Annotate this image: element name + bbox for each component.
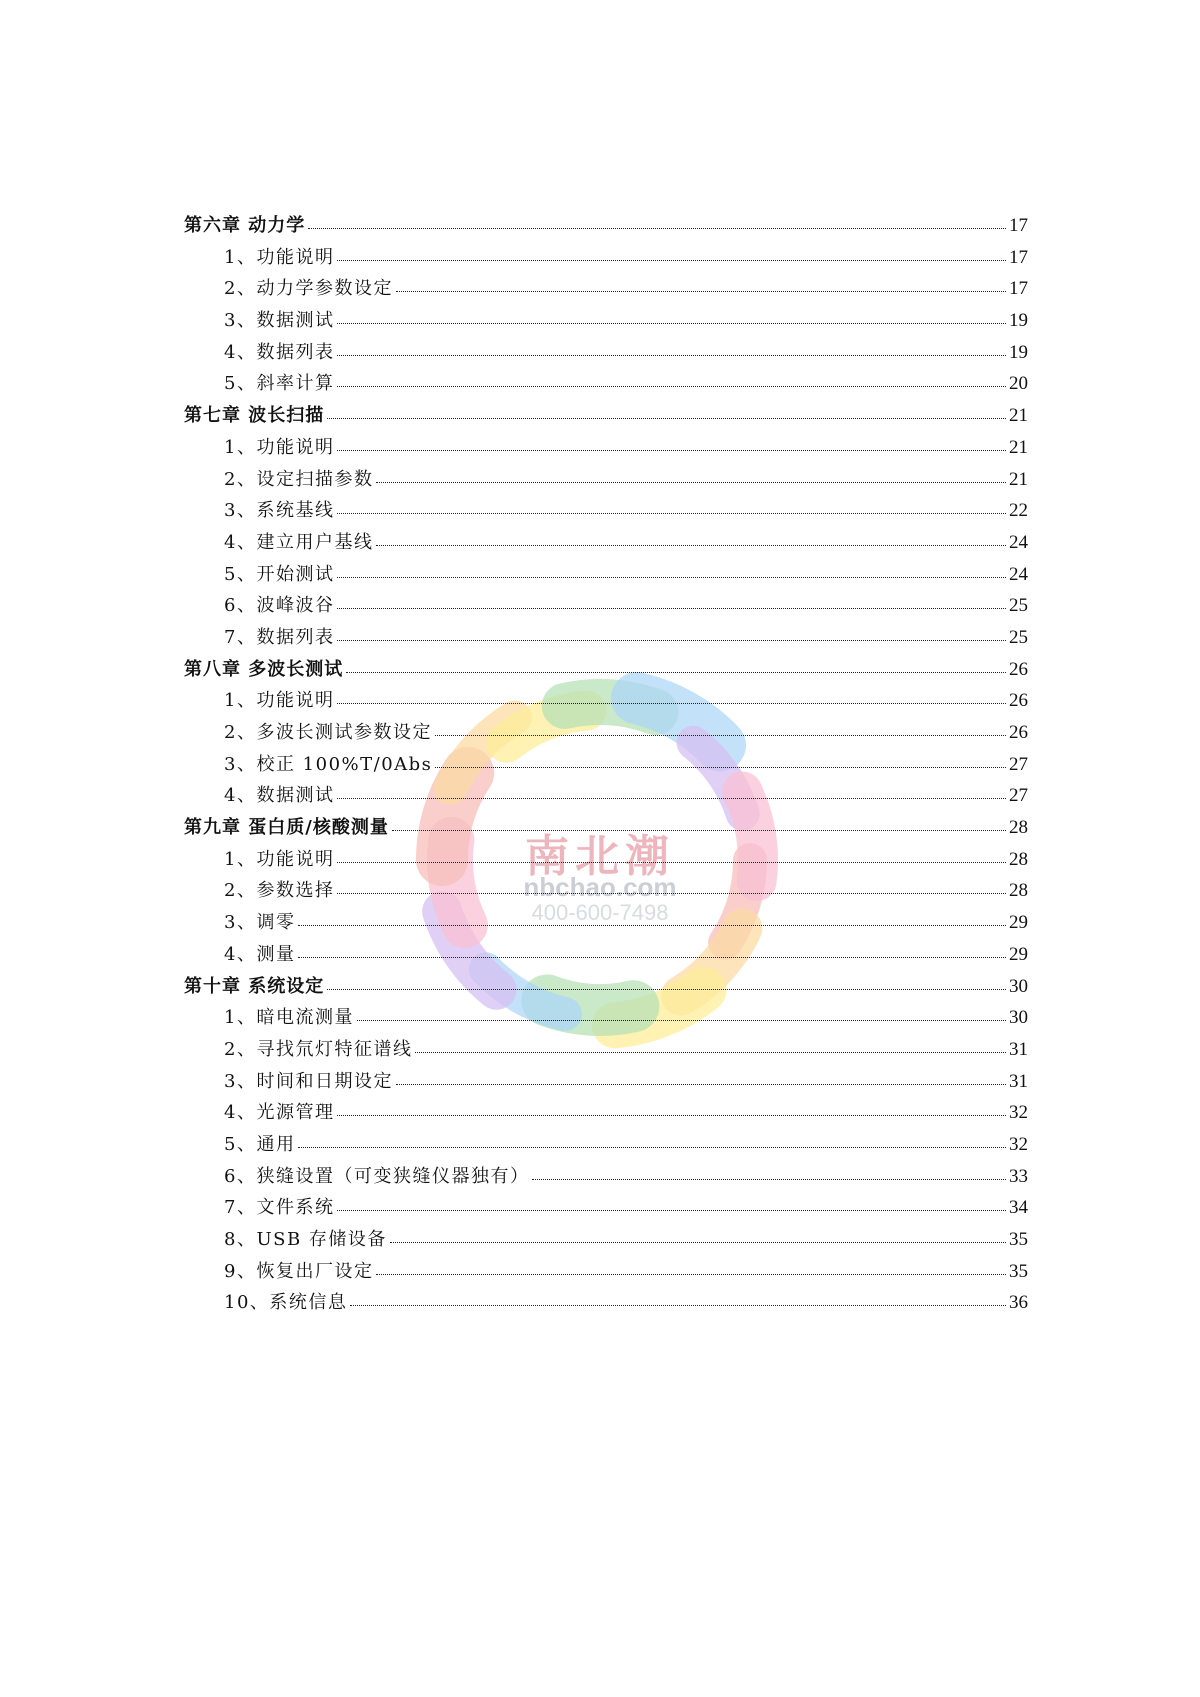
toc-entry-label: 9、恢复出厂设定 (224, 1260, 374, 1282)
toc-dot-leader (396, 290, 1006, 292)
toc-page-number: 31 (1009, 1070, 1028, 1092)
toc-page-number: 33 (1009, 1165, 1028, 1187)
toc-section-entry[interactable] (184, 527, 1028, 559)
toc-page-number: 31 (1009, 1038, 1028, 1060)
toc-page-number: 32 (1009, 1102, 1028, 1124)
toc-entry-label: 2、设定扫描参数 (224, 468, 374, 490)
toc-entry-label: 第六章 动力学 (184, 215, 306, 236)
toc-dot-leader (392, 829, 1006, 831)
toc-section-entry[interactable] (184, 1034, 1028, 1066)
toc-dot-leader (337, 861, 1006, 863)
toc-page-number: 24 (1009, 531, 1028, 553)
toc-entry-label: 4、数据测试 (224, 785, 335, 807)
toc-page-number: 28 (1009, 817, 1028, 839)
toc-entry-label: 8、USB 存储设备 (224, 1229, 387, 1250)
toc-entry-label: 1、功能说明 (224, 436, 335, 458)
toc-entry-label: 3、调零 (224, 912, 296, 934)
toc-dot-leader (337, 1114, 1006, 1116)
toc-entry-label: 2、参数选择 (224, 880, 335, 902)
toc-section-entry[interactable] (184, 1256, 1028, 1288)
toc-chapter-entry[interactable] (184, 812, 1028, 844)
toc-dot-leader (337, 1209, 1006, 1211)
toc-entry-label: 3、数据测试 (224, 310, 335, 332)
toc-section-entry[interactable] (184, 685, 1028, 717)
toc-chapter-entry[interactable] (184, 210, 1028, 242)
toc-dot-leader (337, 259, 1006, 261)
toc-entry-label: 5、通用 (224, 1133, 296, 1155)
toc-dot-leader (337, 322, 1006, 324)
toc-dot-leader (337, 385, 1006, 387)
toc-entry-label: 5、斜率计算 (224, 373, 335, 395)
toc-section-entry[interactable] (184, 1224, 1028, 1256)
toc-chapter-entry[interactable] (184, 654, 1028, 686)
toc-dot-leader (337, 449, 1006, 451)
toc-dot-leader (298, 1146, 1006, 1148)
toc-section-entry[interactable] (184, 273, 1028, 305)
toc-page-number: 25 (1009, 595, 1028, 617)
toc-dot-leader (376, 544, 1006, 546)
toc-page-number: 21 (1009, 468, 1028, 490)
toc-dot-leader (308, 227, 1006, 229)
toc-dot-leader (396, 1083, 1006, 1085)
toc-entry-label: 4、测量 (224, 943, 296, 965)
toc-dot-leader (376, 481, 1006, 483)
toc-dot-leader (376, 1273, 1006, 1275)
toc-entry-label: 1、功能说明 (224, 848, 335, 870)
toc-entry-label: 2、寻找氘灯特征谱线 (224, 1038, 413, 1060)
toc-section-entry[interactable] (184, 907, 1028, 939)
toc-page-number: 29 (1009, 943, 1028, 965)
toc-section-entry[interactable] (184, 1287, 1028, 1319)
toc-section-entry[interactable] (184, 844, 1028, 876)
toc-entry-label: 4、光源管理 (224, 1102, 335, 1124)
toc-section-entry[interactable] (184, 939, 1028, 971)
toc-page-number: 35 (1009, 1260, 1028, 1282)
toc-entry-label: 6、波峰波谷 (224, 595, 335, 617)
toc-dot-leader (415, 1051, 1006, 1053)
toc-dot-leader (357, 1019, 1006, 1021)
toc-page-number: 35 (1009, 1229, 1028, 1250)
toc-entry-label: 1、功能说明 (224, 690, 335, 712)
toc-section-entry[interactable] (184, 242, 1028, 274)
toc-page-number: 17 (1009, 278, 1028, 300)
table-of-contents (184, 210, 1028, 1319)
toc-entry-label: 2、动力学参数设定 (224, 278, 393, 300)
toc-page-number: 28 (1009, 880, 1028, 902)
toc-page-number: 24 (1009, 563, 1028, 585)
toc-entry-label: 7、文件系统 (224, 1197, 335, 1219)
toc-section-entry[interactable] (184, 1161, 1028, 1193)
toc-dot-leader (435, 734, 1006, 736)
toc-dot-leader (346, 671, 1006, 673)
toc-section-entry[interactable] (184, 1097, 1028, 1129)
toc-section-entry[interactable] (184, 432, 1028, 464)
toc-section-entry[interactable] (184, 875, 1028, 907)
toc-dot-leader (337, 702, 1006, 704)
toc-dot-leader (327, 988, 1006, 990)
toc-section-entry[interactable] (184, 780, 1028, 812)
toc-section-entry[interactable] (184, 368, 1028, 400)
watermark-domain: nbchao.com (523, 872, 677, 902)
toc-dot-leader (298, 924, 1006, 926)
toc-section-entry[interactable] (184, 590, 1028, 622)
toc-page-number: 32 (1009, 1133, 1028, 1155)
toc-page-number: 17 (1009, 215, 1028, 236)
toc-page-number: 20 (1009, 373, 1028, 395)
toc-page-number: 17 (1009, 246, 1028, 268)
toc-page-number: 26 (1009, 722, 1028, 743)
toc-section-entry[interactable] (184, 749, 1028, 781)
toc-section-entry[interactable] (184, 622, 1028, 654)
toc-entry-label: 第九章 蛋白质/核酸测量 (184, 817, 389, 839)
toc-section-entry[interactable] (184, 464, 1028, 496)
toc-dot-leader (337, 607, 1006, 609)
toc-dot-leader (350, 1304, 1006, 1306)
toc-section-entry[interactable] (184, 1002, 1028, 1034)
toc-dot-leader (337, 354, 1006, 356)
toc-page-number: 30 (1009, 975, 1028, 997)
toc-section-entry[interactable] (184, 495, 1028, 527)
toc-section-entry[interactable] (184, 1192, 1028, 1224)
toc-entry-label: 4、建立用户基线 (224, 531, 374, 553)
toc-entry-label: 2、多波长测试参数设定 (224, 722, 432, 743)
toc-entry-label: 7、数据列表 (224, 626, 335, 648)
toc-page-number: 19 (1009, 310, 1028, 332)
toc-entry-label: 1、暗电流测量 (224, 1007, 354, 1029)
toc-entry-label: 第十章 系统设定 (184, 975, 325, 997)
toc-page-number: 28 (1009, 848, 1028, 870)
toc-page-number: 21 (1009, 436, 1028, 458)
toc-entry-label: 1、功能说明 (224, 246, 335, 268)
watermark-phone: 400-600-7498 (531, 900, 669, 925)
toc-entry-label: 4、数据列表 (224, 341, 335, 363)
toc-dot-leader (298, 956, 1006, 958)
toc-section-entry[interactable] (184, 717, 1028, 749)
toc-dot-leader (390, 1241, 1006, 1243)
toc-page-number: 21 (1009, 405, 1028, 427)
toc-page-number: 27 (1009, 753, 1028, 775)
toc-entry-label: 10、系统信息 (224, 1292, 348, 1314)
toc-page-number: 22 (1009, 500, 1028, 522)
toc-dot-leader (337, 639, 1006, 641)
toc-section-entry[interactable] (184, 305, 1028, 337)
toc-section-entry[interactable] (184, 337, 1028, 369)
toc-page-number: 34 (1009, 1197, 1028, 1219)
toc-dot-leader (435, 766, 1006, 768)
toc-page-number: 36 (1009, 1292, 1028, 1314)
toc-page-number: 29 (1009, 912, 1028, 934)
toc-section-entry[interactable] (184, 1066, 1028, 1098)
toc-dot-leader (337, 576, 1006, 578)
toc-entry-label: 3、时间和日期设定 (224, 1070, 393, 1092)
toc-page-number: 25 (1009, 626, 1028, 648)
toc-dot-leader (337, 512, 1006, 514)
toc-dot-leader (532, 1178, 1006, 1180)
toc-section-entry[interactable] (184, 559, 1028, 591)
toc-dot-leader (327, 417, 1006, 419)
toc-page-number: 27 (1009, 785, 1028, 807)
toc-entry-label: 5、开始测试 (224, 563, 335, 585)
toc-entry-label: 第七章 波长扫描 (184, 405, 325, 427)
toc-entry-label: 3、系统基线 (224, 500, 335, 522)
toc-section-entry[interactable] (184, 1129, 1028, 1161)
toc-page-number: 26 (1009, 658, 1028, 680)
toc-chapter-entry[interactable] (184, 971, 1028, 1003)
watermark-brand: 南北潮 (525, 832, 675, 881)
toc-page-number: 19 (1009, 341, 1028, 363)
toc-page-number: 26 (1009, 690, 1028, 712)
toc-dot-leader (337, 797, 1006, 799)
toc-entry-label: 6、狭缝设置（可变狭缝仪器独有） (224, 1165, 530, 1187)
toc-dot-leader (337, 892, 1006, 894)
toc-entry-label: 第八章 多波长测试 (184, 658, 344, 680)
toc-chapter-entry[interactable] (184, 400, 1028, 432)
toc-page-number: 30 (1009, 1007, 1028, 1029)
toc-entry-label: 3、校正 100%T/0Abs (224, 753, 433, 775)
